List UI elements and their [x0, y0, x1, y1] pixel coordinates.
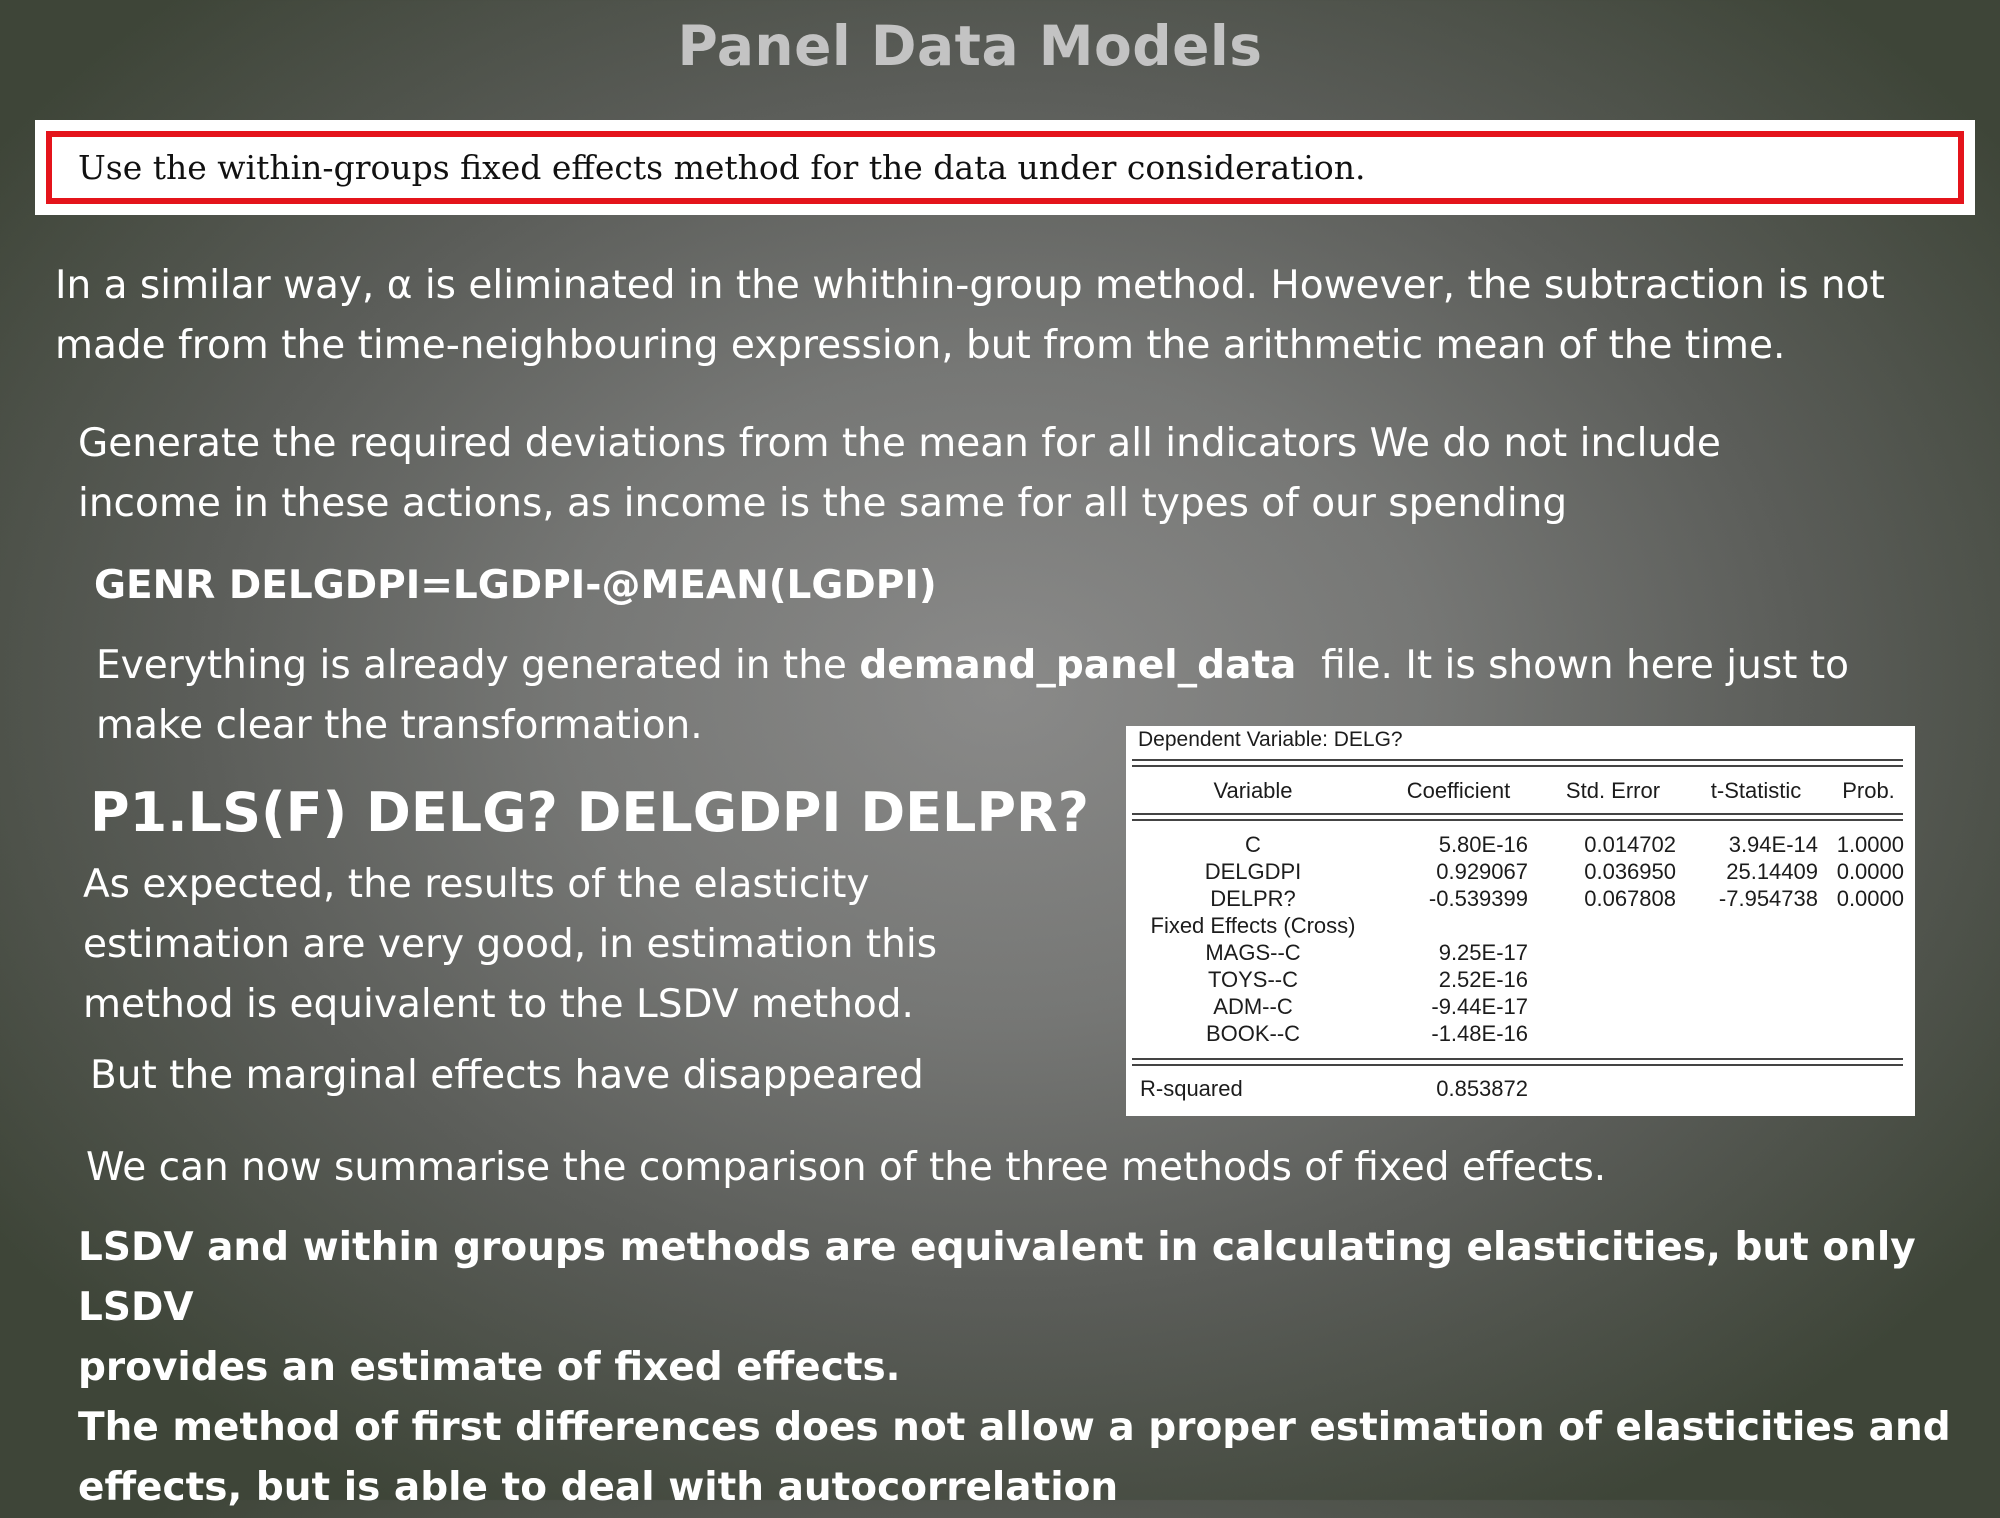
task-banner-text: Use the within-groups fixed effects method for the data under consideration.	[46, 131, 1964, 204]
fixed-book-coefficient: -1.48E-16	[1431, 1021, 1528, 1046]
marginal-effects-text: But the marginal effects have disappeared	[90, 1053, 924, 1098]
row-c-std-error: 0.014702	[1584, 832, 1676, 857]
row-delgdpi-t-statistic: 25.14409	[1726, 859, 1818, 884]
row-delgdpi-variable: DELGDPI	[1204, 859, 1302, 884]
fixed-adm-variable: ADM--C	[1213, 994, 1293, 1019]
fixed-toys-coefficient: 2.52E-16	[1438, 967, 1528, 992]
row-delpr-variable: DELPR?	[1210, 886, 1296, 911]
genr-command: GENR DELGDPI=LGDPI-@MEAN(LGDPI)	[94, 563, 937, 608]
row-delpr-t-statistic: -7.954738	[1718, 886, 1818, 911]
rule-mid-1	[1132, 813, 1903, 815]
expected-paragraph	[83, 855, 937, 1035]
summary-line-3: The method of first differences does not allow a proper estimation of elasticities and	[78, 1405, 1951, 1450]
summary-line-1: LSDV and within groups methods are equivalent in calculating elasticities, but only LSDV	[78, 1225, 1916, 1330]
deviation-paragraph	[78, 414, 1721, 534]
intro-line-2: made from the time-neighbouring expression, but from the arithmetic mean of the time.	[55, 323, 1786, 368]
fixed-adm-coefficient: -9.44E-17	[1431, 994, 1528, 1019]
intro-paragraph	[55, 256, 1885, 376]
fixed-toys-variable: TOYS--C	[1207, 967, 1299, 992]
header-variable: Variable	[1213, 778, 1293, 803]
row-delgdpi-std-error: 0.036950	[1584, 859, 1676, 884]
rule-bottom-2	[1132, 1064, 1903, 1066]
rule-mid-2	[1132, 819, 1903, 821]
expected-line-3: method is equivalent to the LSDV method.	[83, 982, 914, 1027]
rule-bottom-1	[1132, 1058, 1903, 1060]
summary-line-2: provides an estimate of fixed effects.	[78, 1345, 901, 1390]
slide-title: Panel Data Models	[677, 14, 1263, 78]
expected-line-1: As expected, the results of the elasticity	[83, 862, 870, 907]
generated-text-1: Everything is already generated in the	[96, 643, 860, 688]
fixed-mags-variable: MAGS--C	[1205, 940, 1301, 965]
deviation-line-2: income in these actions, as income is the same for all types of our spending	[78, 481, 1568, 526]
file-name: demand_panel_data	[859, 643, 1297, 688]
row-delpr-coefficient: -0.539399	[1428, 886, 1528, 911]
ls-command: P1.LS(F) DELG? DELGDPI DELPR?	[90, 781, 1089, 844]
row-c-t-statistic: 3.94E-14	[1728, 832, 1818, 857]
regression-output-table	[1126, 726, 1915, 1116]
dependent-variable-label: Dependent Variable: DELG?	[1138, 728, 1403, 751]
rule-top-2	[1132, 765, 1903, 767]
rule-top-1	[1132, 759, 1903, 761]
row-delpr-prob: 0.0000	[1836, 886, 1904, 911]
generated-line-2: make clear the transformation.	[96, 703, 703, 748]
fixed-mags-coefficient: 9.25E-17	[1438, 940, 1528, 965]
r-squared-label: R-squared	[1140, 1076, 1243, 1101]
deviation-line-1: Generate the required deviations from the mean for all indicators We do not include	[78, 421, 1721, 466]
expected-line-2: estimation are very good, in estimation this	[83, 922, 938, 967]
fixed-effects-label: Fixed Effects (Cross)	[1150, 913, 1356, 938]
summary-line-4: effects, but is able to deal with autocorrelation	[78, 1465, 1119, 1510]
fixed-book-variable: BOOK--C	[1205, 1021, 1301, 1046]
header-coefficient: Coefficient	[1406, 778, 1511, 803]
summary-intro: We can now summarise the comparison of the three methods of fixed effects.	[86, 1145, 1607, 1190]
row-c-coefficient: 5.80E-16	[1438, 832, 1528, 857]
generated-text-2: file. It is shown here just to	[1296, 643, 1849, 688]
summary-conclusion	[78, 1218, 2000, 1518]
header-t-statistic: t-Statistic	[1710, 778, 1802, 803]
header-std-error: Std. Error	[1565, 778, 1661, 803]
row-delpr-std-error: 0.067808	[1584, 886, 1676, 911]
r-squared-value: 0.853872	[1436, 1076, 1528, 1101]
row-c-variable: C	[1245, 832, 1261, 857]
row-c-prob: 1.0000	[1836, 832, 1904, 857]
intro-line-1: In a similar way, α is eliminated in the whithin-group method. However, the subtraction is not	[55, 263, 1885, 308]
generated-line-1	[96, 636, 1849, 696]
task-banner	[35, 120, 1975, 215]
row-delgdpi-coefficient: 0.929067	[1436, 859, 1528, 884]
row-delgdpi-prob: 0.0000	[1836, 859, 1904, 884]
header-prob: Prob.	[1842, 778, 1895, 803]
